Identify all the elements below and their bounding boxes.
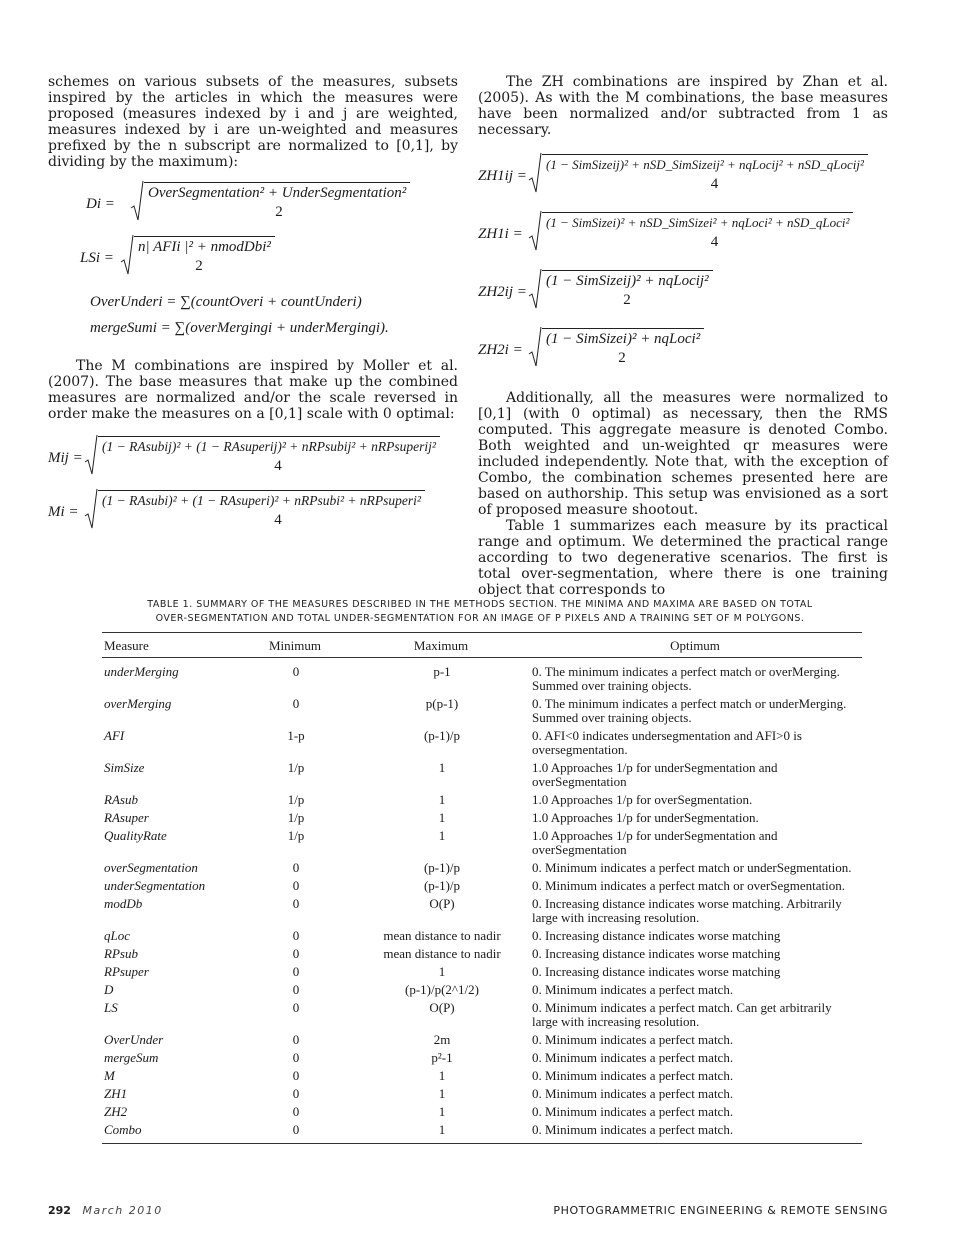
cell-maximum: p-1 xyxy=(433,664,451,679)
cell-minimum: 0 xyxy=(292,860,300,875)
equation-ZH1i xyxy=(478,212,888,270)
page-footer xyxy=(48,1204,888,1217)
cell-measure: D xyxy=(104,982,114,997)
equation-numerator: (1 − RAsubi)² + (1 − RAsuperi)² + nRPsubi² + nRPsuperi² xyxy=(98,490,425,509)
radical-sign xyxy=(84,488,98,532)
table-row xyxy=(102,658,862,697)
cell-maximum: p(p-1) xyxy=(425,696,459,711)
radical-sign xyxy=(130,180,144,224)
table-row xyxy=(102,982,862,1000)
cell-minimum: 0 xyxy=(292,696,300,711)
radical-sign xyxy=(528,326,542,370)
cell-minimum: 0 xyxy=(292,1068,300,1083)
radical-sign xyxy=(528,210,542,254)
table-row xyxy=(102,928,862,946)
cell-optimum: 1.0 Approaches 1/p for underSegmentation and overSegmentation xyxy=(532,760,778,789)
table-row xyxy=(102,896,862,928)
cell-minimum: 0 xyxy=(292,1104,300,1119)
cell-maximum: 1 xyxy=(438,964,446,979)
cell-minimum: 1/p xyxy=(287,828,305,843)
equation-lhs: ZH2ij = xyxy=(478,284,527,300)
cell-measure: AFI xyxy=(104,728,125,743)
left-column xyxy=(48,74,458,544)
cell-maximum: 2m xyxy=(433,1032,451,1047)
equation-denominator: 4 xyxy=(274,512,282,528)
cell-optimum: 0. The minimum indicates a perfect match or overMerging. Summed over training objects. xyxy=(532,664,840,693)
table-row xyxy=(102,810,862,828)
cell-maximum: 1 xyxy=(438,760,446,775)
cell-minimum: 0 xyxy=(292,1050,300,1065)
cell-minimum: 0 xyxy=(292,1032,300,1047)
equation-numerator: (1 − RAsubij)² + (1 − RAsuperij)² + nRPsubij² + nRPsuperij² xyxy=(98,436,440,455)
equation-lhs: ZH2i = xyxy=(478,342,523,358)
table-row xyxy=(102,878,862,896)
table-body xyxy=(102,658,862,1144)
issue-date: March 2010 xyxy=(82,1204,163,1217)
caption-line-1: TABLE 1. SUMMARY OF THE MEASURES DESCRIBED IN THE METHODS SECTION. THE MINIMA AND MAXIMA ARE BASED ON TOTAL xyxy=(147,599,813,610)
cell-minimum: 0 xyxy=(292,1086,300,1101)
journal-name: PHOTOGRAMMETRIC ENGINEERING & REMOTE SENSING xyxy=(553,1204,888,1217)
equation-Mij xyxy=(48,436,458,490)
equation-lhs: Mi = xyxy=(48,504,79,520)
cell-maximum: mean distance to nadir xyxy=(383,946,501,961)
table-row xyxy=(102,1050,862,1068)
table-row xyxy=(102,728,862,760)
radical-sign xyxy=(528,152,542,196)
cell-minimum: 0 xyxy=(292,964,300,979)
equation-denominator: 2 xyxy=(195,258,203,274)
equation-lhs: Mij = xyxy=(48,450,83,466)
cell-optimum: 0. Minimum indicates a perfect match. xyxy=(532,1068,734,1083)
cell-maximum: (p-1)/p xyxy=(423,860,461,875)
cell-minimum: 1/p xyxy=(287,792,305,807)
cell-maximum: (p-1)/p xyxy=(423,878,461,893)
header-measure: Measure xyxy=(102,633,238,658)
cell-measure: RAsuper xyxy=(104,810,149,825)
equation-denominator: 4 xyxy=(710,176,719,192)
cell-measure: SimSize xyxy=(104,760,145,775)
header-optimum: Optimum xyxy=(530,633,862,658)
cell-optimum: 0. Minimum indicates a perfect match. xyxy=(532,1050,734,1065)
cell-minimum: 1/p xyxy=(287,760,305,775)
cell-measure: overMerging xyxy=(104,696,172,711)
cell-maximum: O(P) xyxy=(429,896,455,911)
cell-maximum: (p-1)/p(2^1/2) xyxy=(405,982,479,997)
table-row xyxy=(102,1032,862,1050)
right-column xyxy=(478,74,888,598)
measures-table xyxy=(102,632,862,1144)
equation-denominator: 4 xyxy=(710,234,719,250)
equation-numerator: (1 − SimSizei)² + nSD_SimSizei² + nqLoci² + nSD_qLoci² xyxy=(542,212,853,231)
equation-lhs: LSi = xyxy=(80,250,114,266)
cell-optimum: 0. Increasing distance indicates worse matching xyxy=(532,964,781,979)
page-number: 292 xyxy=(48,1204,71,1217)
cell-minimum: 0 xyxy=(238,1122,354,1144)
equation-lhs: Di = xyxy=(86,196,115,212)
cell-measure: qLoc xyxy=(104,928,130,943)
cell-measure: LS xyxy=(104,1000,118,1015)
table-row xyxy=(102,696,862,728)
cell-optimum: 0. Minimum indicates a perfect match. xyxy=(530,1122,862,1144)
equation-ZH1ij xyxy=(478,154,888,212)
cell-optimum: 0. Increasing distance indicates worse matching xyxy=(532,946,781,961)
cell-maximum: 1 xyxy=(438,792,446,807)
cell-maximum: 1 xyxy=(438,1068,446,1083)
cell-optimum: 1.0 Approaches 1/p for overSegmentation. xyxy=(532,792,753,807)
cell-measure: modDb xyxy=(104,896,143,911)
header-minimum: Minimum xyxy=(238,633,354,658)
cell-optimum: 1.0 Approaches 1/p for underSegmentation. xyxy=(532,810,759,825)
caption-line-2: OVER-SEGMENTATION AND TOTAL UNDER-SEGMENTATION FOR AN IMAGE OF P PIXELS AND A TRAINING SET OF M POLYGONS. xyxy=(155,613,805,624)
cell-measure: overSegmentation xyxy=(104,860,198,875)
cell-minimum: 0 xyxy=(292,928,300,943)
cell-maximum: (p-1)/p xyxy=(423,728,461,743)
left-paragraph-2: The M combinations are inspired by Moller et al. (2007). The base measures that make up the combined measures are normalized and/or the scale reversed in order make the measures on a [0,1] scale with 0 optimal: xyxy=(48,358,458,422)
table-row xyxy=(102,828,862,860)
equation-lhs: ZH1i = xyxy=(478,226,523,242)
cell-minimum: 0 xyxy=(292,896,300,911)
cell-maximum: 1 xyxy=(438,810,446,825)
cell-minimum: 0 xyxy=(292,982,300,997)
equation-numerator: (1 − SimSizeij)² + nqLocij² xyxy=(542,270,713,289)
cell-maximum: p²-1 xyxy=(431,1050,453,1065)
radical-sign xyxy=(120,234,134,278)
equation-Di xyxy=(86,182,458,234)
cell-measure: RAsub xyxy=(104,792,138,807)
cell-measure: OverUnder xyxy=(104,1032,164,1047)
cell-measure: M xyxy=(104,1068,115,1083)
equation-denominator: 2 xyxy=(623,292,631,308)
table-row xyxy=(102,1122,862,1144)
table-row xyxy=(102,1104,862,1122)
equation-numerator: (1 − SimSizei)² + nqLoci² xyxy=(542,328,704,347)
radical-sign xyxy=(84,434,98,478)
cell-optimum: 1.0 Approaches 1/p for underSegmentation and overSegmentation xyxy=(532,828,778,857)
cell-measure: underMerging xyxy=(104,664,179,679)
equation-denominator: 2 xyxy=(275,204,283,220)
cell-maximum: 1 xyxy=(438,1104,446,1119)
table-row xyxy=(102,760,862,792)
cell-measure: mergeSum xyxy=(104,1050,159,1065)
table-row xyxy=(102,1068,862,1086)
equation-lhs: ZH1ij = xyxy=(478,168,527,184)
table-header-row xyxy=(102,633,862,658)
cell-maximum: 1 xyxy=(438,1086,446,1101)
cell-optimum: 0. Minimum indicates a perfect match or underSegmentation. xyxy=(532,860,852,875)
table-row xyxy=(102,946,862,964)
cell-optimum: 0. Minimum indicates a perfect match. xyxy=(532,1032,734,1047)
table-caption xyxy=(100,598,860,626)
cell-minimum: 1/p xyxy=(287,810,305,825)
right-paragraph-2: Additionally, all the measures were normalized to [0,1] (with 0 optimal) as necessary, then the RMS computed. This aggregate measure is denoted Combo. Both weighted and un-weighted qr measures were included independently. Note that, with the exception of Combo, the combination schemes presented here are based on authorship. This setup was envisioned as a sort of proposed measure shootout. xyxy=(478,390,888,518)
cell-minimum: 0 xyxy=(292,664,300,679)
cell-minimum: 0 xyxy=(292,1000,300,1015)
right-paragraph-1: The ZH combinations are inspired by Zhan et al. (2005). As with the M combinations, the base measures have been normalized and/or subtracted from 1 as necessary. xyxy=(478,74,888,138)
cell-optimum: 0. Minimum indicates a perfect match. xyxy=(532,1104,734,1119)
table-row xyxy=(102,792,862,810)
equation-LSi xyxy=(80,236,458,288)
cell-optimum: 0. Minimum indicates a perfect match. xyxy=(532,982,734,997)
cell-optimum: 0. Increasing distance indicates worse matching. Arbitrarily large with increasing resolution. xyxy=(532,896,842,925)
right-paragraph-3: Table 1 summarizes each measure by its practical range and optimum. We determined the practical range according to two degenerative scenarios. The first is total over-segmentation, where there is one training object that corresponds to xyxy=(478,518,888,598)
cell-measure: ZH2 xyxy=(104,1104,128,1119)
cell-optimum: 0. Minimum indicates a perfect match or overSegmentation. xyxy=(532,878,845,893)
cell-maximum: mean distance to nadir xyxy=(383,928,501,943)
cell-measure: underSegmentation xyxy=(104,878,206,893)
equation-overunder: OverUnderi = ∑(countOveri + countUnderi) xyxy=(90,294,362,310)
cell-maximum: 1 xyxy=(438,828,446,843)
cell-maximum: O(P) xyxy=(429,1000,455,1015)
table-row xyxy=(102,860,862,878)
cell-measure: ZH1 xyxy=(104,1086,128,1101)
equation-denominator: 4 xyxy=(274,458,282,474)
left-paragraph-1: schemes on various subsets of the measures, subsets inspired by the articles in which the measures were proposed (measures indexed by i and j are weighted, measures indexed by i are un-weighted and measures prefixed by the n subscript are normalized to [0,1], by dividing by the maximum): xyxy=(48,74,458,170)
cell-measure: RPsuper xyxy=(104,964,149,979)
cell-minimum: 0 xyxy=(292,946,300,961)
equation-numerator: OverSegmentation² + UnderSegmentation² xyxy=(144,182,410,201)
table-row xyxy=(102,1000,862,1032)
equation-Mi xyxy=(48,490,458,544)
cell-optimum: 0. Minimum indicates a perfect match. xyxy=(532,1086,734,1101)
cell-measure: RPsub xyxy=(104,946,138,961)
cell-maximum: 1 xyxy=(354,1122,530,1144)
cell-optimum: 0. The minimum indicates a perfect match or underMerging. Summed over training objects. xyxy=(532,696,847,725)
cell-measure: Combo xyxy=(102,1122,238,1144)
cell-measure: QualityRate xyxy=(104,828,167,843)
equation-ZH2ij xyxy=(478,270,888,328)
cell-minimum: 1-p xyxy=(287,728,305,743)
cell-optimum: 0. AFI<0 indicates undersegmentation and AFI>0 is oversegmentation. xyxy=(532,728,802,757)
equation-denominator: 2 xyxy=(618,350,626,366)
cell-optimum: 0. Increasing distance indicates worse matching xyxy=(532,928,781,943)
table-row xyxy=(102,1086,862,1104)
radical-sign xyxy=(528,268,542,312)
cell-minimum: 0 xyxy=(292,878,300,893)
cell-optimum: 0. Minimum indicates a perfect match. Can get arbitrarily large with increasing resolution. xyxy=(532,1000,832,1029)
header-maximum: Maximum xyxy=(354,633,530,658)
equation-numerator: n| AFIi |² + nmodDbi² xyxy=(134,236,275,255)
table-row xyxy=(102,964,862,982)
equation-ZH2i xyxy=(478,328,888,390)
equation-numerator: (1 − SimSizeij)² + nSD_SimSizeij² + nqLocij² + nSD_qLocij² xyxy=(542,154,868,173)
equation-mergesum: mergeSumi = ∑(overMergingi + underMergingi). xyxy=(90,320,389,336)
